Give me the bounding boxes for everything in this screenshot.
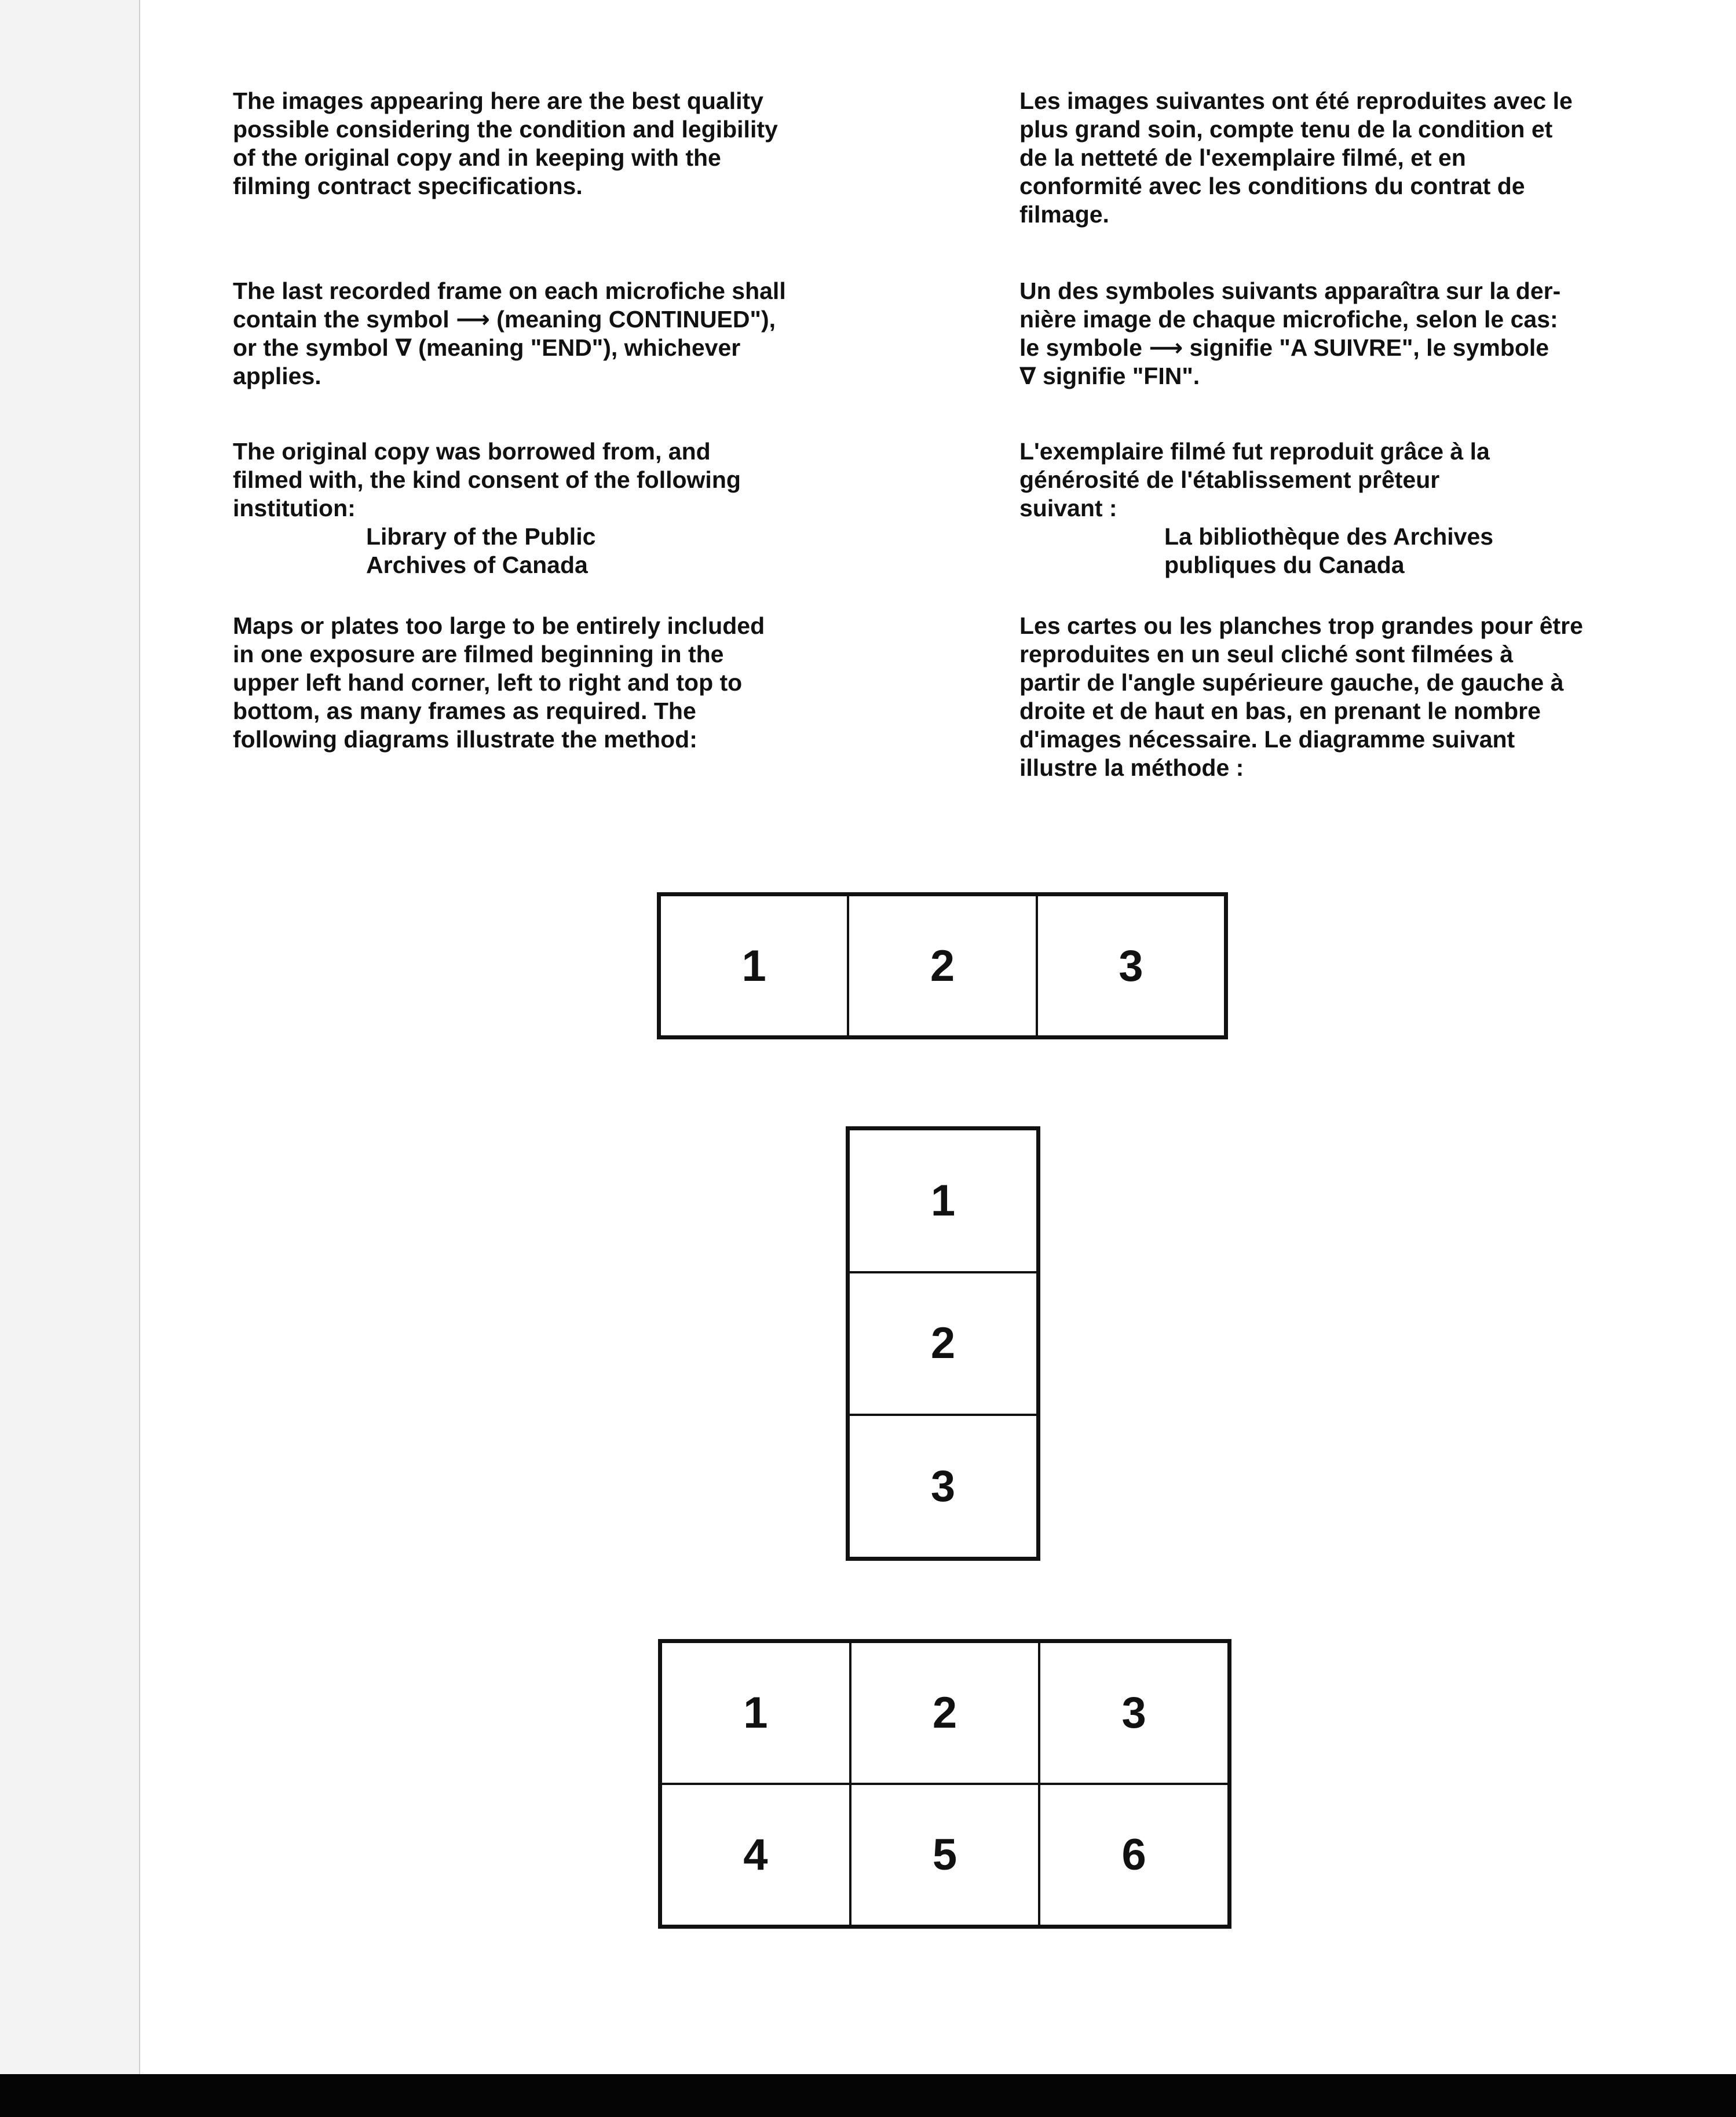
diagram-column-cell-2: 2 [849,1272,1037,1415]
english-paragraph-method [233,612,847,754]
french-institution-intro: L'exemplaire filmé fut reproduit grâce à la générosité de l'établissement prêteur suivant : [1019,438,1490,521]
english-method-text: Maps or plates too large to be entirely included in one exposure are filmed beginning in the upper left hand corner, left to right and top to bottom, as many frames as required. The following diagrams illustrate the method: [233,612,765,753]
scan-left-edge [0,0,140,2074]
diagram-grid-cell-4: 4 [661,1784,850,1926]
diagram-column-cell-1: 1 [849,1129,1037,1272]
english-institution-name: Library of the Public Archives of Canada [366,523,596,578]
diagram-grid-cell-1: 1 [661,1642,850,1784]
diagram-column-cell-3: 3 [849,1415,1037,1558]
diagram-horizontal-row [657,892,1228,1039]
diagram-grid-cell-6: 6 [1039,1784,1229,1926]
french-paragraph-institution [1019,437,1633,579]
english-paragraph-institution [233,437,847,579]
french-institution-name: La bibliothèque des Archives publiques du Canada [1164,523,1494,578]
diagram-two-by-three-grid [658,1639,1231,1929]
french-paragraph-symbols [1019,277,1633,390]
english-quality-text: The images appearing here are the best quality possible considering the condition and legibility of the original copy and in keeping with the filming contract specifications. [233,87,778,199]
french-paragraph-quality [1019,87,1633,229]
english-paragraph-symbols [233,277,847,390]
diagram-row-cell-1: 1 [660,895,848,1036]
scan-bottom-border [0,2074,1736,2117]
diagram-row-cell-3: 3 [1037,895,1225,1036]
diagram-grid-cell-5: 5 [850,1784,1040,1926]
diagram-grid-cell-3: 3 [1039,1642,1229,1784]
french-method-text: Les cartes ou les planches trop grandes pour être reproduites en un seul cliché sont filmées à partir de l'angle supérieure gauche, de gauche à droite et de haut en bas, en prenant le nombre d'images nécessaire. Le diagramme suivant illustre la méthode : [1019,612,1583,781]
french-quality-text: Les images suivantes ont été reproduites avec le plus grand soin, compte tenu de la condition et de la netteté de l'exemplaire filmé, et en conformité avec les conditions du contrat de filmage. [1019,87,1573,228]
french-paragraph-method [1019,612,1633,782]
french-symbols-text: Un des symboles suivants apparaîtra sur la der- nière image de chaque microfiche, selon le cas: le symbole ⟶ signifie "A SUIVRE", le symbole ∇ signifie "FIN". [1019,278,1561,389]
diagram-grid-cell-2: 2 [850,1642,1040,1784]
english-symbols-text: The last recorded frame on each microfiche shall contain the symbol ⟶ (meaning CONTINUED"), or the symbol ∇ (meaning "END"), whichever applies. [233,278,786,389]
diagram-vertical-column [846,1126,1040,1561]
english-institution-intro: The original copy was borrowed from, and filmed with, the kind consent of the following institution: [233,438,741,521]
english-paragraph-quality [233,87,847,200]
diagram-row-cell-2: 2 [848,895,1036,1036]
